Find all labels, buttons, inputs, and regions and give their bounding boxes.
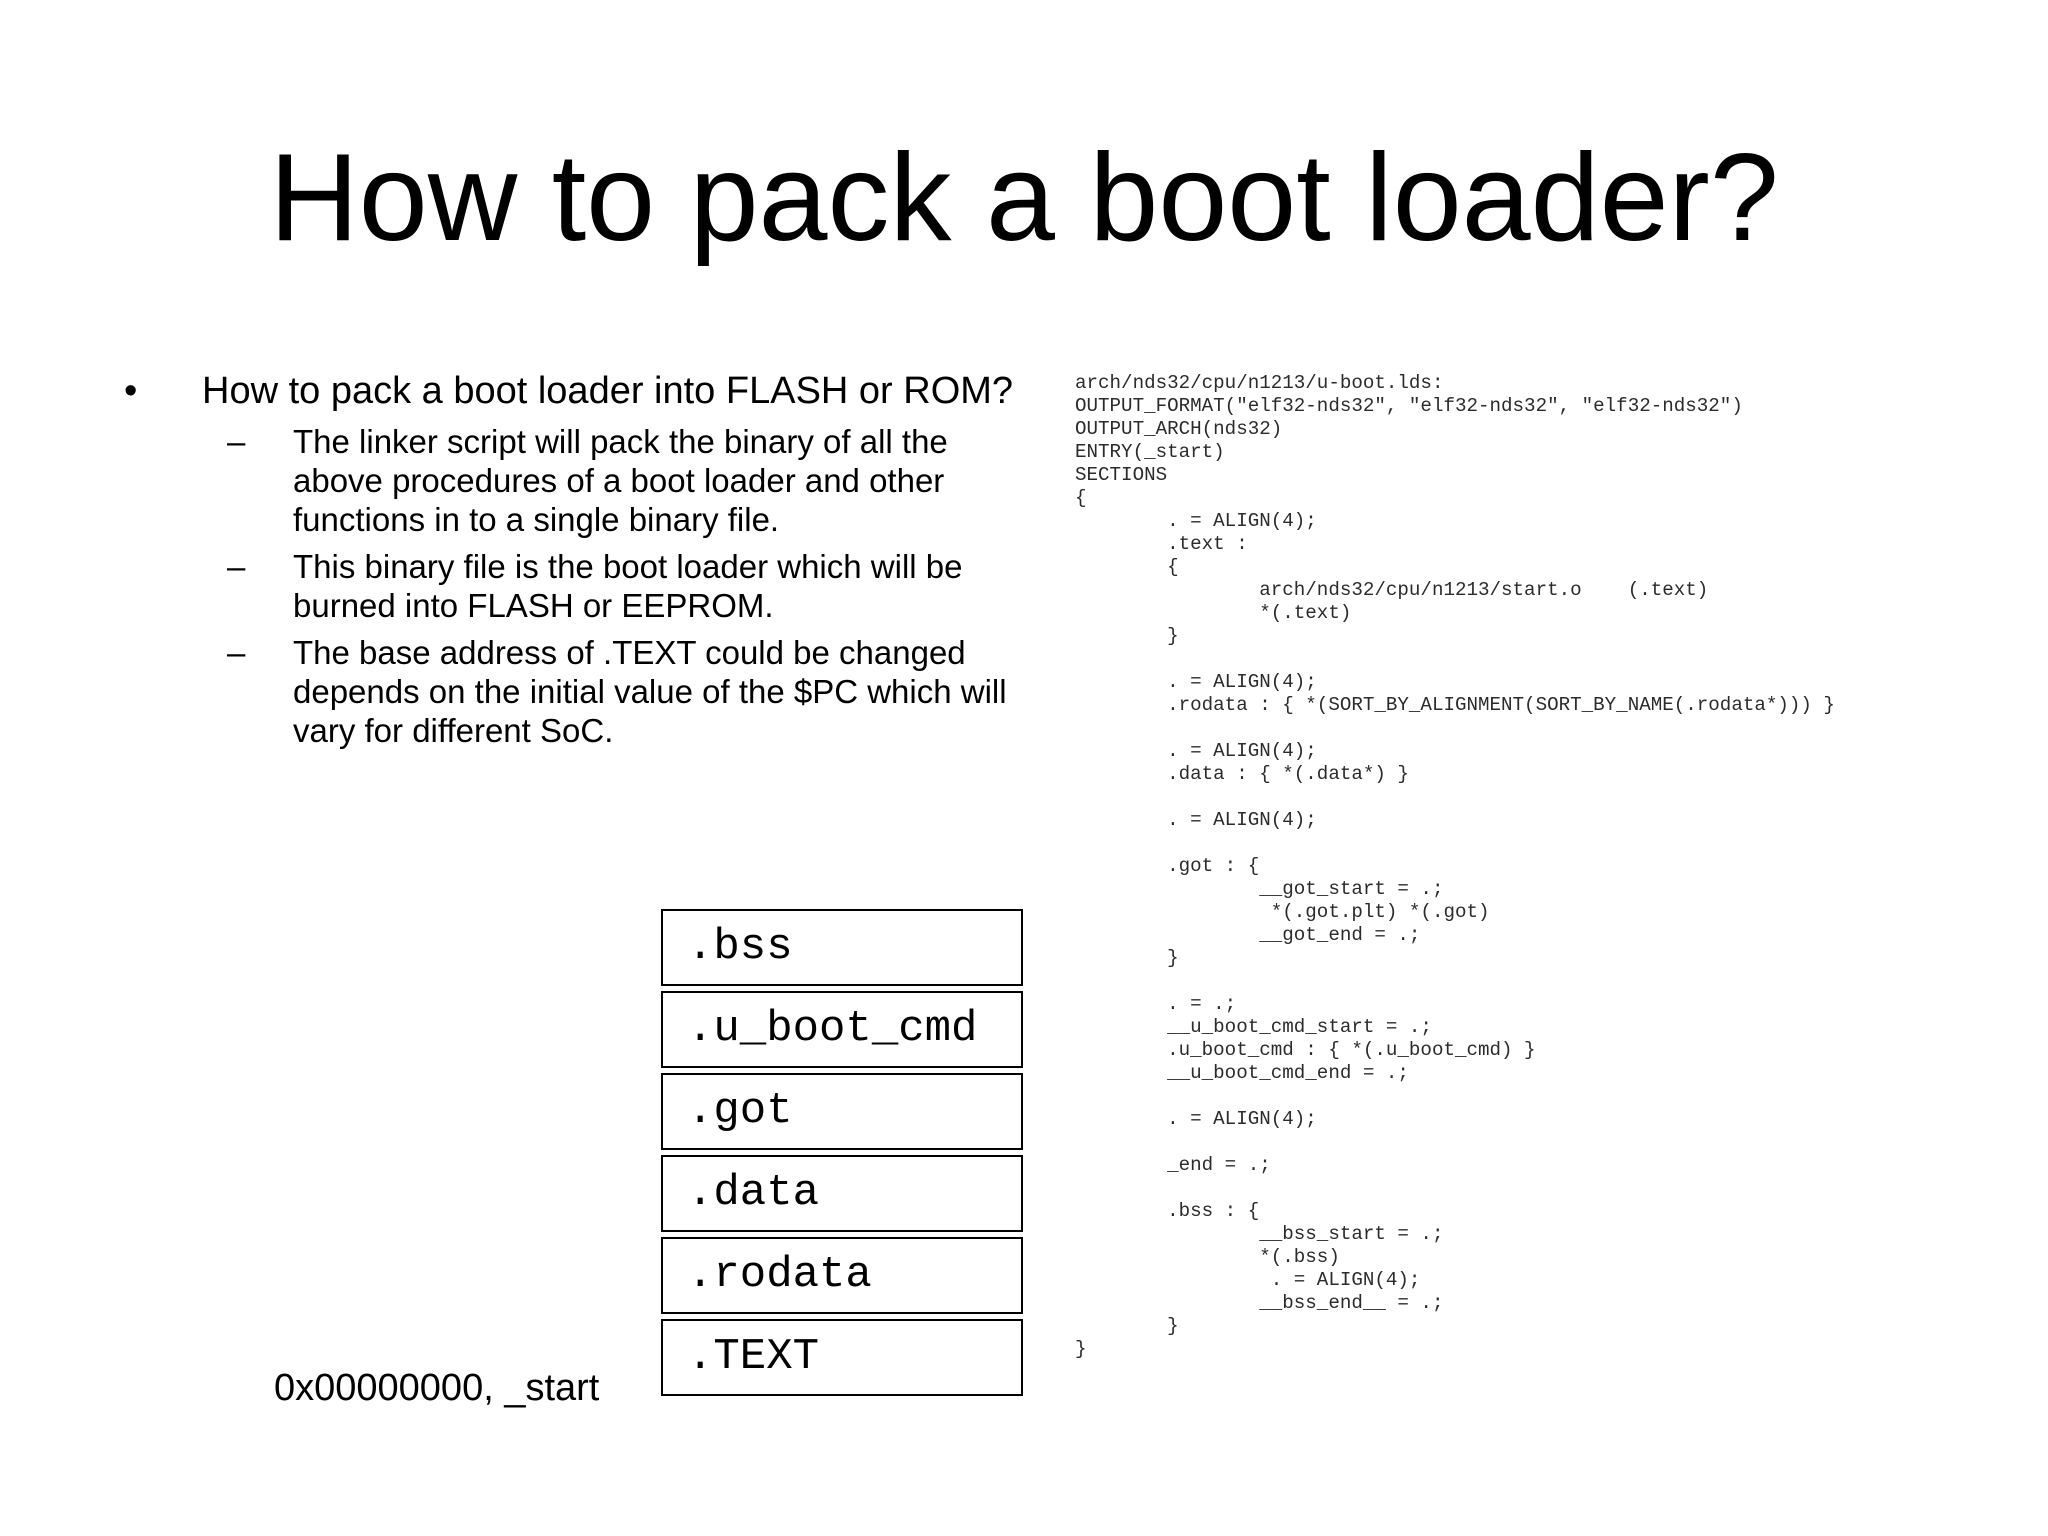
sub-bullet-item — [227, 422, 1018, 539]
code-line: __bss_end__ = .; — [1075, 1292, 1444, 1314]
memory-segment-data: .data — [661, 1155, 1023, 1232]
code-line — [1075, 648, 1835, 671]
code-line — [1075, 832, 1835, 855]
code-line: . = ALIGN(4); — [1075, 740, 1317, 762]
code-line — [1075, 1131, 1835, 1154]
dash-icon: – — [227, 548, 246, 585]
code-line: *(.bss) — [1075, 1246, 1340, 1268]
code-line: __got_end = .; — [1075, 924, 1421, 946]
code-line: .text : — [1075, 533, 1248, 555]
code-line — [1075, 786, 1835, 809]
bullet-icon: • — [124, 370, 138, 412]
code-line: arch/nds32/cpu/n1213/u-boot.lds: — [1075, 372, 1444, 394]
code-line: .u_boot_cmd : { *(.u_boot_cmd) } — [1075, 1039, 1536, 1061]
code-line: *(.text) — [1075, 602, 1352, 624]
code-line — [1075, 970, 1835, 993]
memory-map — [661, 909, 1023, 1401]
code-line: . = ALIGN(4); — [1075, 1108, 1317, 1130]
memory-segment-rodata: .rodata — [661, 1237, 1023, 1314]
sub-bullet-text: This binary file is the boot loader which will be burned into FLASH or EEPROM. — [293, 548, 963, 624]
code-line — [1075, 1177, 1835, 1200]
bullet-item — [118, 368, 1018, 414]
code-line: { — [1075, 487, 1087, 509]
memory-segment-got: .got — [661, 1073, 1023, 1150]
code-line: . = ALIGN(4); — [1075, 809, 1317, 831]
code-line: } — [1075, 1315, 1179, 1337]
code-line: SECTIONS — [1075, 464, 1168, 486]
code-line: arch/nds32/cpu/n1213/start.o (.text) — [1075, 579, 1709, 601]
code-line: __bss_start = .; — [1075, 1223, 1444, 1245]
sub-bullet-item — [227, 547, 1018, 625]
code-line: __u_boot_cmd_start = .; — [1075, 1016, 1432, 1038]
code-line: . = ALIGN(4); — [1075, 1269, 1421, 1291]
code-line: . = ALIGN(4); — [1075, 671, 1317, 693]
dash-icon: – — [227, 423, 246, 460]
code-line: .bss : { — [1075, 1200, 1260, 1222]
code-line: .got : { — [1075, 855, 1260, 877]
code-line: __u_boot_cmd_end = .; — [1075, 1062, 1409, 1084]
code-line: *(.got.plt) *(.got) — [1075, 901, 1490, 923]
code-line: . = ALIGN(4); — [1075, 510, 1317, 532]
memory-segment-u-boot-cmd: .u_boot_cmd — [661, 991, 1023, 1068]
code-line: __got_start = .; — [1075, 878, 1444, 900]
code-line: . = .; — [1075, 993, 1237, 1015]
code-line: OUTPUT_ARCH(nds32) — [1075, 418, 1283, 440]
code-line: .rodata : { *(SORT_BY_ALIGNMENT(SORT_BY_NAME(.rodata*))) } — [1075, 694, 1835, 716]
code-line: { — [1075, 556, 1179, 578]
sub-bullet-list — [118, 422, 1018, 750]
slide-title: How to pack a boot loader? — [269, 129, 1779, 267]
code-line — [1075, 717, 1835, 740]
bullet-text: How to pack a boot loader into FLASH or ROM? — [202, 370, 1014, 412]
code-line: ENTRY(_start) — [1075, 441, 1225, 463]
dash-icon: – — [227, 634, 246, 671]
code-line: } — [1075, 625, 1179, 647]
memory-segment-text: .TEXT — [661, 1319, 1023, 1396]
code-line: OUTPUT_FORMAT("elf32-nds32", "elf32-nds32", "elf32-nds32") — [1075, 395, 1743, 417]
code-line — [1075, 1085, 1835, 1108]
code-line: } — [1075, 1338, 1087, 1360]
sub-bullet-text: The linker script will pack the binary of all the above procedures of a boot loader and other functions in to a single binary file. — [293, 423, 948, 538]
memory-segment-bss: .bss — [661, 909, 1023, 986]
base-address-label: 0x00000000, _start — [274, 1367, 600, 1409]
code-line: _end = .; — [1075, 1154, 1271, 1176]
code-line: } — [1075, 947, 1179, 969]
sub-bullet-item — [227, 633, 1018, 750]
sub-bullet-text: The base address of .TEXT could be changed depends on the initial value of the $PC which will vary for different SoC. — [293, 634, 1007, 749]
linker-script-code — [1075, 372, 1835, 1361]
code-line: .data : { *(.data*) } — [1075, 763, 1409, 785]
bullet-list — [118, 368, 1018, 758]
